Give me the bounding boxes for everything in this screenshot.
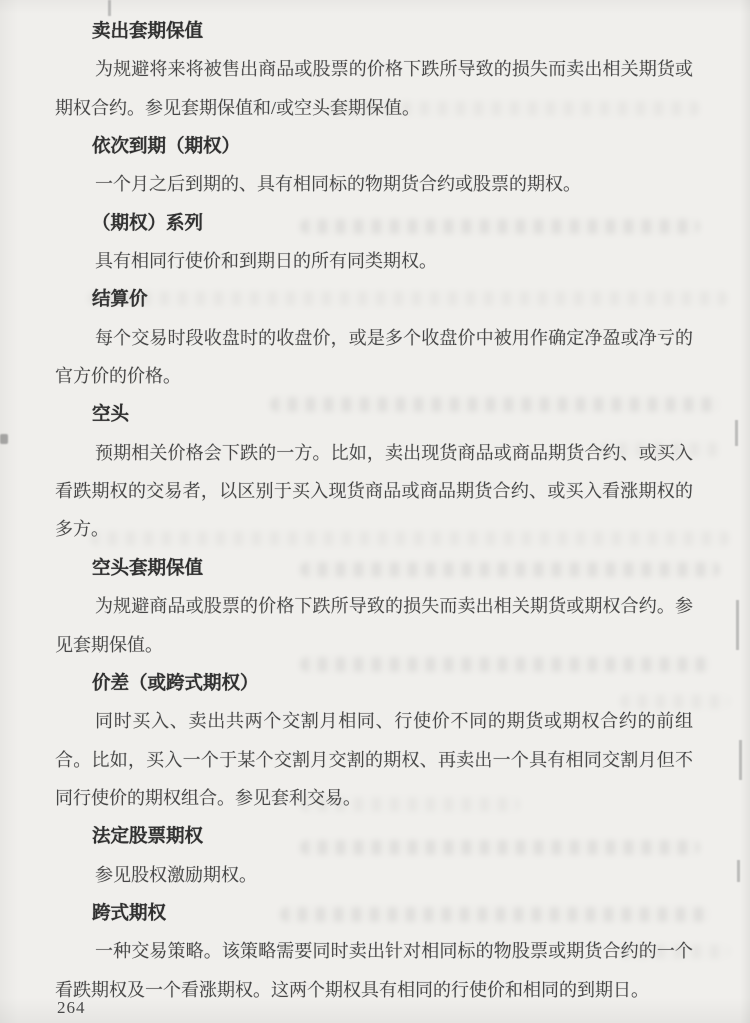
paragraph-line: 同行使价的期权组合。参见套利交易。 bbox=[55, 787, 361, 808]
paragraph-line: 参见股权激励期权。 bbox=[95, 864, 257, 885]
scan-edge-mark bbox=[737, 860, 740, 882]
term-heading: 价差（或跨式期权） bbox=[92, 671, 259, 693]
term-heading: 卖出套期保值 bbox=[92, 20, 204, 41]
paragraph-line: 看跌期权及一个看涨期权。这两个期权具有相同的行使价和相同的到期日。 bbox=[55, 979, 649, 1000]
term-heading: 结算价 bbox=[92, 288, 148, 310]
paragraph-line: 一种交易策略。该策略需要同时卖出针对相同标的物股票或期货合约的一个 bbox=[95, 941, 693, 962]
term-heading: 法定股票期权 bbox=[92, 825, 204, 847]
scan-edge-mark bbox=[739, 740, 742, 780]
paragraph-line: 为规避将来将被售出商品或股票的价格下跌所导致的损失而卖出相关期货或 bbox=[95, 59, 693, 80]
paragraph-line: 期权合约。参见套期保值和/或空头套期保值。 bbox=[55, 97, 420, 118]
paragraph-line: 见套期保值。 bbox=[55, 634, 163, 655]
paragraph-line: 同时买入、卖出共两个交割月相同、行使价不同的期货或期权合约的前组 bbox=[95, 711, 693, 732]
glossary-content bbox=[55, 12, 693, 1009]
scan-edge-mark bbox=[735, 420, 738, 446]
paragraph-line: 预期相关价格会下跌的一方。比如，卖出现货商品或商品期货合约、或买入 bbox=[95, 442, 693, 463]
paragraph-line: 一个月之后到期的、具有相同标的物期货合约或股票的期权。 bbox=[95, 174, 581, 195]
scan-speck bbox=[0, 434, 8, 444]
paragraph-line: 具有相同行使价和到期日的所有同类期权。 bbox=[95, 251, 437, 272]
paragraph-line: 为规避商品或股票的价格下跌所导致的损失而卖出相关期货或期权合约。参 bbox=[95, 596, 693, 617]
paragraph-line: 多方。 bbox=[55, 519, 109, 540]
scan-edge-mark bbox=[736, 600, 739, 650]
term-heading: 空头套期保值 bbox=[92, 556, 204, 578]
term-heading: 依次到期（期权） bbox=[92, 135, 241, 157]
term-heading: （期权）系列 bbox=[92, 211, 204, 233]
page-number: 264 bbox=[57, 998, 86, 1017]
paragraph-line: 合。比如，买入一个于某个交割月交割的期权、再卖出一个具有相同交割月但不 bbox=[55, 749, 693, 770]
paragraph-line: 看跌期权的交易者，以区别于买入现货商品或商品期货合约、或买入看涨期权的 bbox=[55, 481, 693, 502]
term-heading: 跨式期权 bbox=[92, 901, 167, 923]
paragraph-line: 每个交易时段收盘时的收盘价，或是多个收盘价中被用作确定净盈或净亏的 bbox=[95, 327, 693, 348]
paragraph-line: 官方价的价格。 bbox=[55, 366, 181, 387]
term-heading: 空头 bbox=[92, 403, 130, 425]
